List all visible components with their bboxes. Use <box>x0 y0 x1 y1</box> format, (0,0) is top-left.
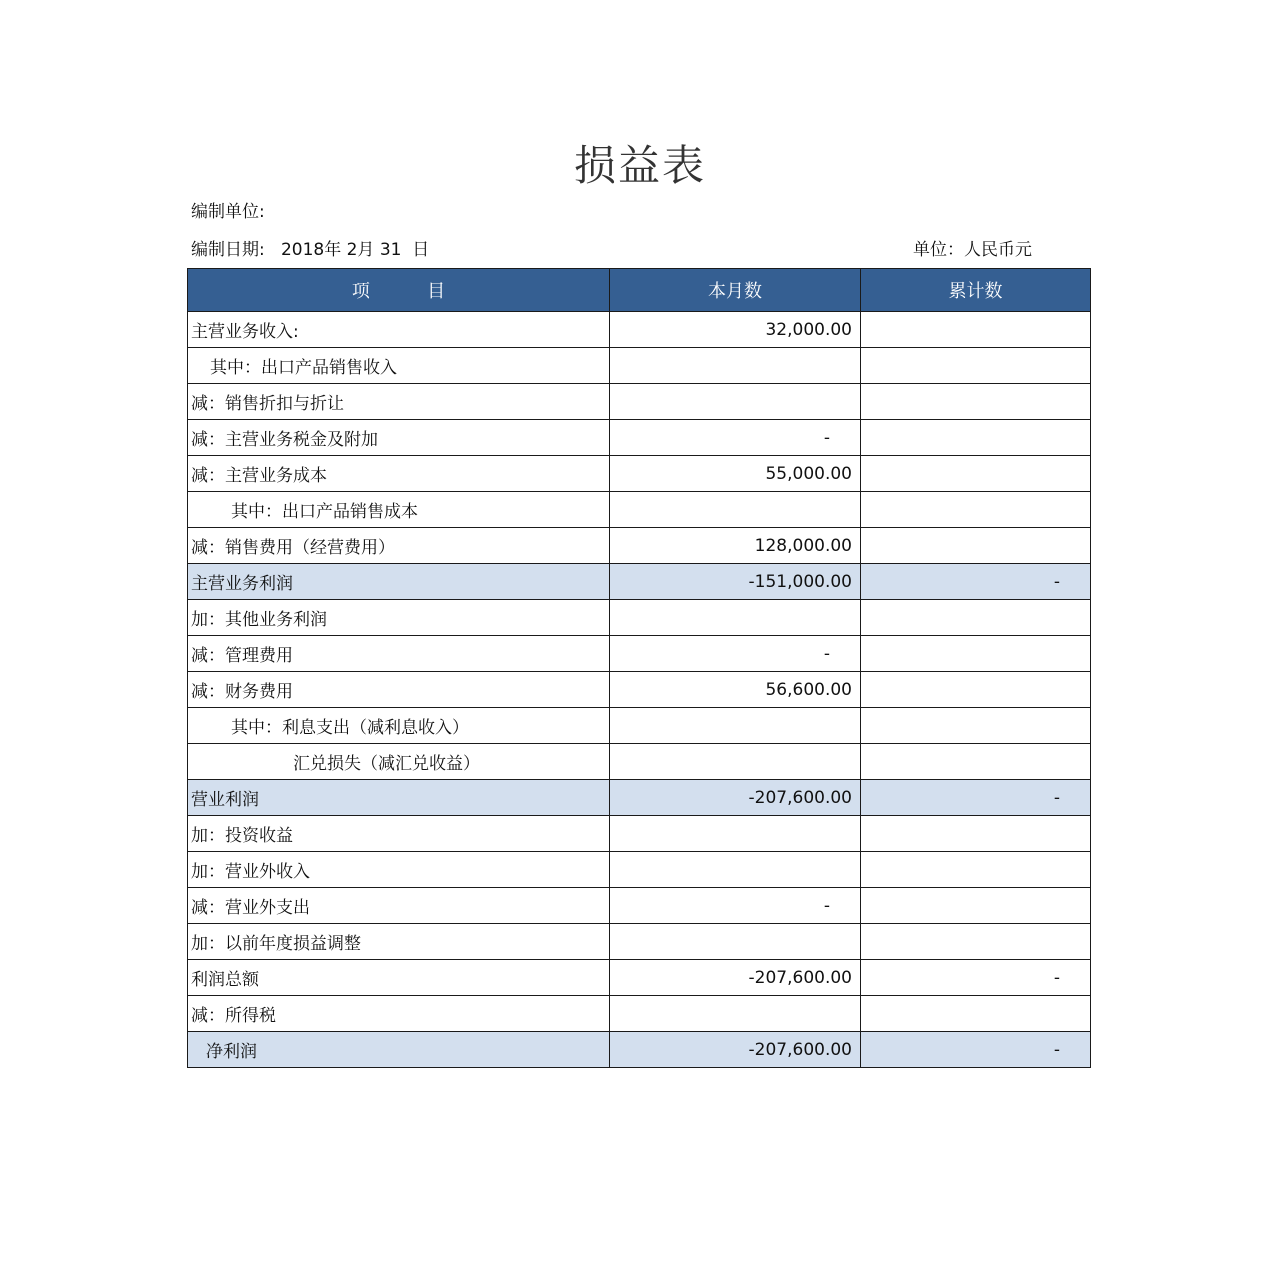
row-current-month-value: -207,600.00 <box>610 1032 861 1068</box>
row-current-month-value <box>610 924 861 960</box>
row-item-label: 减：主营业务成本 <box>188 456 610 492</box>
row-current-month-value: -207,600.00 <box>610 780 861 816</box>
row-cumulative-value <box>861 492 1091 528</box>
table-row <box>188 564 1091 600</box>
row-cumulative-value <box>861 420 1091 456</box>
row-current-month-value: - <box>610 420 861 456</box>
row-current-month-value <box>610 348 861 384</box>
row-current-month-value: - <box>610 636 861 672</box>
currency-unit: 单位：人民币元 <box>913 240 1032 260</box>
table-row <box>188 672 1091 708</box>
income-statement-table <box>187 268 1091 1068</box>
row-cumulative-value <box>861 528 1091 564</box>
row-item-label: 净利润 <box>188 1032 610 1068</box>
table-row <box>188 960 1091 996</box>
row-cumulative-value <box>861 744 1091 780</box>
row-cumulative-value: - <box>861 564 1091 600</box>
row-cumulative-value <box>861 312 1091 348</box>
table-row <box>188 636 1091 672</box>
table-header-row <box>188 269 1091 312</box>
row-item-label: 加：以前年度损益调整 <box>188 924 610 960</box>
row-current-month-value: 128,000.00 <box>610 528 861 564</box>
row-current-month-value <box>610 708 861 744</box>
row-cumulative-value <box>861 384 1091 420</box>
row-item-label: 减：营业外支出 <box>188 888 610 924</box>
table-row <box>188 744 1091 780</box>
row-current-month-value: 55,000.00 <box>610 456 861 492</box>
row-item-label: 主营业务收入: <box>188 312 610 348</box>
table-row <box>188 816 1091 852</box>
row-cumulative-value <box>861 600 1091 636</box>
row-current-month-value <box>610 600 861 636</box>
table-row <box>188 528 1091 564</box>
table-row <box>188 708 1091 744</box>
row-current-month-value <box>610 996 861 1032</box>
row-item-label: 加：营业外收入 <box>188 852 610 888</box>
row-item-label: 利润总额 <box>188 960 610 996</box>
row-cumulative-value: - <box>861 1032 1091 1068</box>
row-item-label: 加：投资收益 <box>188 816 610 852</box>
row-current-month-value: - <box>610 888 861 924</box>
column-header-item: 项 目 <box>188 269 610 312</box>
row-cumulative-value <box>861 888 1091 924</box>
table-row <box>188 456 1091 492</box>
row-current-month-value: -207,600.00 <box>610 960 861 996</box>
table-row <box>188 888 1091 924</box>
row-cumulative-value <box>861 816 1091 852</box>
row-current-month-value <box>610 384 861 420</box>
row-item-label: 减：财务费用 <box>188 672 610 708</box>
row-item-label: 减：销售折扣与折让 <box>188 384 610 420</box>
compiling-date: 编制日期: 2018年 2月 31 日 <box>191 240 430 260</box>
table-row <box>188 924 1091 960</box>
row-cumulative-value <box>861 996 1091 1032</box>
row-item-label: 减：销售费用（经营费用） <box>188 528 610 564</box>
row-cumulative-value <box>861 456 1091 492</box>
table-row <box>188 420 1091 456</box>
row-current-month-value <box>610 852 861 888</box>
column-header-cumulative: 累计数 <box>861 269 1091 312</box>
table-row <box>188 996 1091 1032</box>
row-item-label: 汇兑损失（减汇兑收益） <box>188 744 610 780</box>
report-title: 损益表 <box>573 141 706 190</box>
row-item-label: 其中：出口产品销售收入 <box>188 348 610 384</box>
row-cumulative-value <box>861 636 1091 672</box>
row-item-label: 其中：利息支出（减利息收入） <box>188 708 610 744</box>
compiling-unit-label: 编制单位: <box>191 202 265 222</box>
row-cumulative-value: - <box>861 780 1091 816</box>
row-current-month-value: 56,600.00 <box>610 672 861 708</box>
table-row <box>188 312 1091 348</box>
row-item-label: 营业利润 <box>188 780 610 816</box>
row-cumulative-value <box>861 708 1091 744</box>
row-current-month-value <box>610 744 861 780</box>
row-item-label: 减：主营业务税金及附加 <box>188 420 610 456</box>
table-row <box>188 780 1091 816</box>
row-current-month-value <box>610 816 861 852</box>
row-item-label: 减：管理费用 <box>188 636 610 672</box>
table-row <box>188 348 1091 384</box>
row-cumulative-value <box>861 924 1091 960</box>
row-item-label: 其中：出口产品销售成本 <box>188 492 610 528</box>
row-cumulative-value: - <box>861 960 1091 996</box>
row-current-month-value: -151,000.00 <box>610 564 861 600</box>
table-row <box>188 852 1091 888</box>
row-current-month-value <box>610 492 861 528</box>
row-current-month-value: 32,000.00 <box>610 312 861 348</box>
row-item-label: 减：所得税 <box>188 996 610 1032</box>
row-cumulative-value <box>861 852 1091 888</box>
row-cumulative-value <box>861 348 1091 384</box>
table-row <box>188 1032 1091 1068</box>
table-row <box>188 384 1091 420</box>
row-cumulative-value <box>861 672 1091 708</box>
row-item-label: 加：其他业务利润 <box>188 600 610 636</box>
table-row <box>188 492 1091 528</box>
column-header-current-month: 本月数 <box>610 269 861 312</box>
table-row <box>188 600 1091 636</box>
row-item-label: 主营业务利润 <box>188 564 610 600</box>
